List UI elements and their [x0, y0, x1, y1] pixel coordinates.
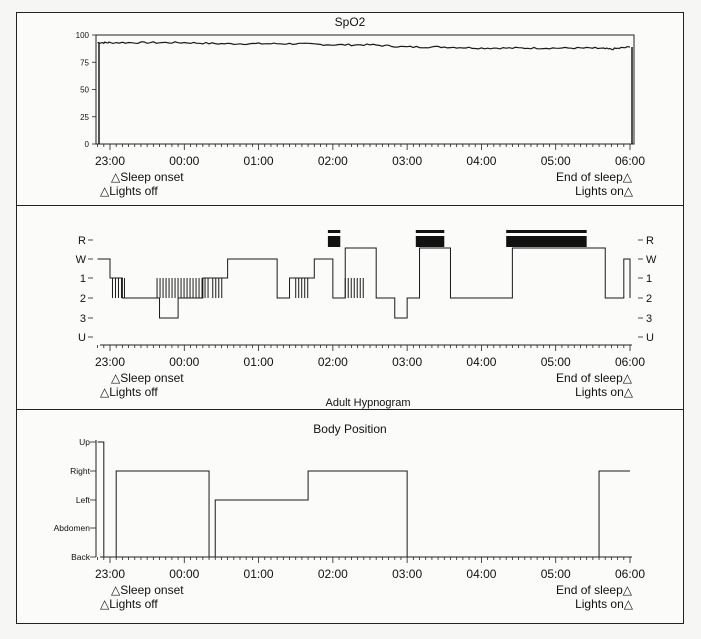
- stage-label-left: R: [78, 235, 86, 247]
- y-tick-label: 75: [80, 58, 89, 68]
- y-tick-label: 25: [80, 112, 89, 122]
- x-tick-label: 03:00: [392, 154, 423, 168]
- x-tick-label: 00:00: [169, 355, 200, 369]
- stage-label-right: U: [646, 332, 654, 344]
- marker-lights-on: Lights on△: [575, 597, 633, 611]
- stage-label-left: 1: [79, 273, 86, 285]
- x-tick-label: 02:00: [317, 355, 348, 369]
- position-label: Up: [79, 437, 90, 447]
- y-tick-label: 50: [80, 85, 89, 95]
- marker-end-of-sleep: End of sleep△: [556, 583, 632, 597]
- stage-label-right: R: [646, 235, 654, 247]
- x-tick-label: 02:00: [317, 154, 348, 168]
- stage-label-right: 3: [646, 313, 653, 325]
- position-label: Back: [71, 552, 90, 562]
- x-tick-label: 23:00: [94, 355, 126, 369]
- rem-bar-top: [506, 230, 586, 233]
- position-title: Body Position: [313, 422, 387, 436]
- hypnogram-title: Adult Hypnogram: [325, 397, 411, 409]
- x-tick-label: 01:00: [243, 567, 274, 581]
- x-tick-label: 03:00: [392, 567, 423, 581]
- stage-label-right: 1: [646, 273, 653, 285]
- stage-label-left: U: [78, 332, 86, 344]
- x-tick-label: 23:00: [94, 567, 126, 581]
- marker-sleep-onset: △Sleep onset: [111, 583, 184, 597]
- x-tick-label: 04:00: [466, 355, 497, 369]
- x-tick-label: 04:00: [466, 567, 497, 581]
- position-label: Left: [75, 495, 90, 505]
- stage-label-right: 2: [646, 293, 653, 305]
- x-tick-label: 23:00: [94, 154, 126, 168]
- marker-lights-on: Lights on△: [575, 184, 633, 198]
- x-tick-label: 03:00: [392, 355, 423, 369]
- position-trace: [98, 442, 630, 557]
- x-tick-label: 06:00: [614, 355, 646, 369]
- x-tick-label: 00:00: [169, 567, 200, 581]
- x-tick-label: 05:00: [540, 355, 571, 369]
- hypnogram-trace: [98, 248, 630, 318]
- marker-sleep-onset: △Sleep onset: [111, 371, 184, 385]
- x-tick-label: 05:00: [540, 154, 571, 168]
- marker-end-of-sleep: End of sleep△: [556, 170, 632, 184]
- spo2-plot-frame: [96, 35, 634, 144]
- marker-lights-off: △Lights off: [100, 597, 158, 611]
- x-tick-label: 01:00: [243, 355, 274, 369]
- spo2-trace: [98, 42, 630, 50]
- spo2-title: SpO2: [334, 15, 366, 29]
- stage-label-right: W: [646, 254, 657, 266]
- x-tick-label: 06:00: [614, 567, 646, 581]
- rem-bar-top: [416, 230, 444, 233]
- marker-lights-off: △Lights off: [100, 385, 158, 399]
- x-tick-label: 02:00: [317, 567, 348, 581]
- rem-block: [328, 236, 340, 247]
- y-tick-label: 100: [75, 31, 89, 40]
- stage-label-left: W: [75, 254, 86, 266]
- x-tick-label: 00:00: [169, 154, 200, 168]
- stage-label-left: 3: [79, 313, 86, 325]
- marker-sleep-onset: △Sleep onset: [111, 170, 184, 184]
- x-tick-label: 05:00: [540, 567, 571, 581]
- position-label: Abdomen: [53, 523, 90, 533]
- x-tick-label: 01:00: [243, 154, 274, 168]
- stage-label-left: 2: [79, 293, 86, 305]
- rem-block: [506, 236, 586, 247]
- x-tick-label: 04:00: [466, 154, 497, 168]
- marker-lights-on: Lights on△: [575, 385, 633, 399]
- x-tick-label: 06:00: [614, 154, 646, 168]
- marker-lights-off: △Lights off: [100, 184, 158, 198]
- rem-bar-top: [328, 230, 340, 233]
- position-label: Right: [70, 466, 90, 476]
- marker-end-of-sleep: End of sleep△: [556, 371, 632, 385]
- y-tick-label: 0: [84, 140, 89, 149]
- rem-block: [416, 236, 444, 247]
